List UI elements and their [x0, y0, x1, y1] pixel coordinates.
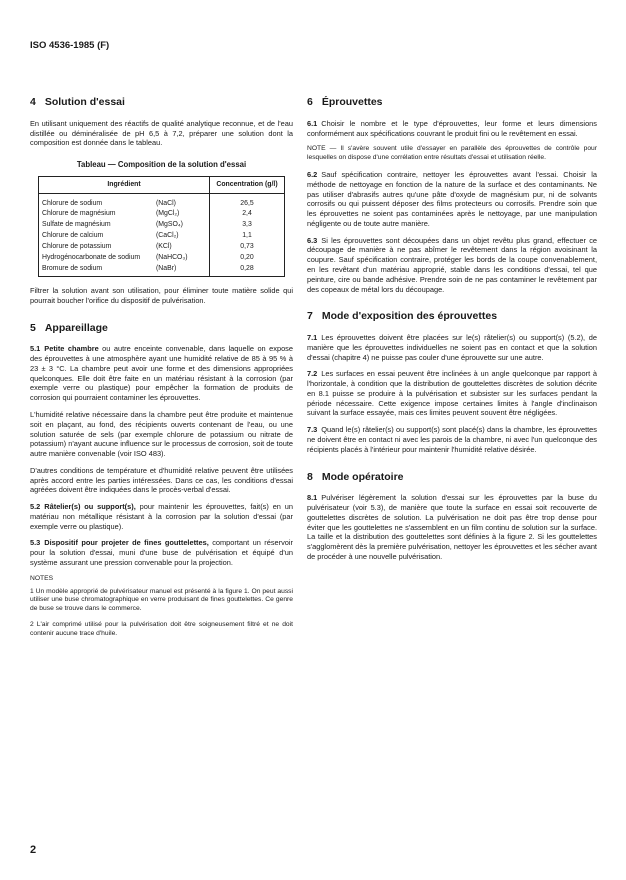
clause-6-1-number: 6.1: [307, 118, 318, 128]
section-6-title: Éprouvettes: [321, 96, 383, 108]
left-column: [30, 96, 293, 652]
clause-5-1-lead: Petite chambre: [44, 344, 99, 354]
clause-7-1-text: Les éprouvettes doivent être placées sur le(s) râtelier(s) ou support(s) (5.2), de manière que les éprouvettes individuelles ne soient pas en contact et que la solution d'essai (chapitre 4) ne puisse pas couler d'une éprouvette sur une autre.: [307, 333, 597, 362]
ingredient-name: Chlorure de magnésium: [42, 210, 116, 218]
section-5-heading: [30, 322, 293, 336]
clause-6-1-text: Choisir le nombre et le type d'éprouvettes, leur forme et leurs dimensions conformément aux spécifications couvrant le produit fini ou le revêtement en essai.: [307, 118, 597, 138]
section-4-intro: En utilisant uniquement des réactifs de qualité analytique reconnue, et de l'eau distillée ou déminéralisée de pH 6,5 à 7,2, préparer une solution dont la composition est donnée dans le tableau.: [30, 118, 293, 148]
ingredient-name: Chlorure de sodium: [42, 199, 103, 207]
table-header-ingredient: Ingrédient: [39, 177, 210, 193]
section-5: [30, 322, 293, 639]
ingredient-concentration: 3,3: [242, 221, 252, 229]
section-4-title: Solution d'essai: [44, 96, 125, 108]
ingredient-concentration: 0,28: [240, 264, 254, 272]
section-4-number: 4: [30, 96, 36, 108]
ingredient-concentration: 0,20: [240, 254, 254, 261]
section-4: [30, 96, 293, 306]
page-number: 2: [30, 844, 37, 856]
table-caption: Tableau — Composition de la solution d'essai: [76, 160, 247, 170]
clause-6-3-text: Si les éprouvettes sont découpées dans un objet revêtu plus grand, effectuer ce découpage de manière à ne pas abîmer le revêtement dans la région avoisinant la coupure. Sauf spécification contraire, protéger les bords de la coupe convenablement, en les revêtant d'un matériau approprié, stable dans les conditions d'essai, tel que peinture, cire ou bande adhésive. Prendre soin de ne pas contaminer le revêtement par des copeaux de métal lors du découpage.: [307, 235, 597, 294]
clause-5-1: [30, 344, 293, 403]
clause-8-1-text: Pulvériser légèrement la solution d'essai sur les éprouvettes par la buse du pulvérisateur (voir 5.3), de manière que toute la surface en essai soit recouverte de gouttelettes discrètes de solution. La pulvérisation ne doit pas être trop dense pour éviter que les gouttelettes ne s'assemblent en un film continu de solution sur la surface. La taille et la distribution des gouttelettes sont définies à la figure 2. Si les gouttelettes s'agglomèrent dès la première pulvérisation, nettoyer les éprouvettes et les sécher avant de procéder à une nouvelle pulvérisation.: [307, 493, 597, 561]
section-8-number: 8: [307, 470, 313, 483]
table-row: [39, 193, 284, 209]
clause-7-2-text: Les surfaces en essai peuvent être inclinées à un angle quelconque par rapport à l'horizontale, à condition que la distribution de gouttelettes discrètes de solution décrite en 8.1 puisse se produire à la pulvérisation et subsister sur les surfaces pendant la période nécessaire. Cette exigence impose certaines limites à l'angle d'inclinaison suivant la surface essayée, mais ces limites peuvent souvent être négligées.: [307, 369, 597, 418]
ingredient-formula: (MgSO₄): [153, 219, 210, 230]
clause-7-3-text: Quand le(s) râtelier(s) ou support(s) sont placé(s) dans la chambre, les éprouvettes ne doivent être en contact ni avec les parois de la chambre, ni avec l'un quelconque des récipients placés à l'intérieur pour maintenir l'humidité relative désirée.: [307, 425, 597, 454]
right-column: [307, 96, 597, 575]
clause-7-2-number: 7.2: [307, 369, 318, 379]
clause-5-1-number: 5.1: [30, 344, 41, 354]
clause-7-1-number: 7.1: [307, 333, 318, 343]
ingredient-concentration: 26,5: [240, 199, 254, 207]
table-row: [39, 263, 284, 276]
clause-6-2-number: 6.2: [307, 170, 318, 180]
clause-5-3: [30, 538, 293, 567]
clause-6-2-text: Sauf spécification contraire, nettoyer les éprouvettes avant l'essai. Choisir la méthode de nettoyage en fonction de la nature de la surface et des contaminants. Ne pas utiliser d'abrasifs autres qu'une pâte d'oxyde de magnésium pur, ni de solvants corrosifs ou qui puissent déposer des films protecteurs ou corrosifs. Prendre soin que les éprouvettes ne soient pas contaminées après le nettoyage, par une manipulation négligente ou de toute autre manière.: [307, 170, 597, 228]
humidity-paragraph: L'humidité relative nécessaire dans la chambre peut être produite et maintenue soit en plaçant, au fond, des récipients ouverts contenant de l'eau, ou une solution saturée de sels (par exemple chlorure de potassium ou nitrate de potassium) n'ayant aucune influence sur le processus de corrosion, soit de toute autre manière convenable (voir ISO 483).: [30, 409, 293, 459]
clause-5-3-number: 5.3: [30, 538, 41, 548]
clause-7-1: [307, 333, 597, 362]
ingredient-name: Chlorure de calcium: [42, 232, 104, 240]
clause-5-2: [30, 502, 293, 531]
section-8: [307, 471, 597, 562]
note-1: 1 Un modèle approprié de pulvérisateur manuel est présenté à la figure 1. On peut aussi utiliser une buse chromatographique en verre produisant de fines gouttelettes. Ce genre de buse se trouve dans le commerce.: [30, 587, 293, 613]
ingredient-formula: (NaCl): [153, 193, 210, 209]
ingredient-concentration: 0,73: [240, 243, 254, 251]
table-row: [39, 209, 284, 220]
ingredient-formula: (NaBr): [153, 263, 210, 276]
ingredient-formula: (MgCl₂): [153, 209, 210, 220]
section-4-heading: [30, 96, 293, 110]
clause-6-1: [307, 119, 597, 139]
section-6-note: NOTE — Il s'avère souvent utile d'essayer en parallèle des éprouvettes de contrôle pour lesquelles on dispose d'une corrélation entre résultats d'essai et utilisation réelle.: [307, 145, 597, 162]
section-7-number: 7: [307, 310, 313, 323]
section-5-number: 5: [30, 321, 36, 334]
section-6-heading: [307, 96, 597, 110]
section-5-title: Appareillage: [44, 321, 108, 334]
section-6-number: 6: [307, 96, 313, 108]
ingredient-concentration: 2,4: [242, 210, 252, 218]
clause-6-2: [307, 170, 597, 229]
clause-5-3-text: comportant un réservoir pour la solution d'essai, muni d'une buse de pulvérisation et équipé d'un système assurant une pression convenable pour la projection.: [30, 538, 293, 567]
ingredient-name: Hydrogénocarbonate de sodium: [42, 254, 141, 261]
clause-5-2-number: 5.2: [30, 502, 41, 512]
ingredient-concentration: 1,1: [242, 232, 252, 240]
table-header-concentration: Concentration (g/l): [210, 177, 285, 193]
section-7-title: Mode d'exposition des éprouvettes: [321, 310, 498, 323]
table-row: [39, 241, 284, 252]
clause-5-2-lead: Râtelier(s) ou support(s),: [44, 502, 136, 512]
notes-title: NOTES: [30, 574, 54, 582]
ingredient-name: Sulfate de magnésium: [42, 221, 111, 229]
section-7: [307, 310, 597, 454]
clause-5-1-text: ou autre enceinte convenable, dans laquelle on expose des éprouvettes à une atmosphère ayant une humidité relative de 85 à 95 % à 23 ± 3 °C. La chambre peut avoir une forme et des dimensions appropriées quelconques. Elle doit être faite en un matériau résistant à la corrosion (par exemple verre ou plastique) pour empêcher la formation de produits de corrosion qui pourraient contaminer les éprouvettes.: [30, 344, 293, 403]
clause-5-2-text: pour maintenir les éprouvettes, fait(s) en un matériau non métallique résistant à la corrosion par la solution d'essai (par exemple verre ou plastique).: [30, 502, 293, 531]
section-4-filter-paragraph: Filtrer la solution avant son utilisation, pour éliminer toute matière solide qui pourrait boucher l'orifice du dispositif de pulvérisation.: [30, 286, 293, 305]
note-2: 2 L'air comprimé utilisé pour la pulvérisation doit être soigneusement filtré et ne doit contenir aucune trace d'huile.: [30, 621, 293, 637]
clause-6-3-number: 6.3: [307, 235, 318, 245]
clause-7-3-number: 7.3: [307, 425, 318, 435]
section-6: [307, 96, 597, 294]
section-8-heading: [307, 471, 597, 485]
composition-table: [38, 176, 285, 277]
ingredient-formula: (CaCl₂): [153, 230, 210, 241]
table-row: [39, 230, 284, 241]
document-header: ISO 4536-1985 (F): [30, 40, 110, 51]
ingredient-name: Chlorure de potassium: [42, 243, 112, 251]
clause-7-2: [307, 369, 597, 418]
ingredient-name: Bromure de sodium: [42, 264, 103, 272]
clause-5-3-lead: Dispositif pour projeter de fines gouttelettes,: [44, 538, 209, 548]
clause-8-1: [307, 493, 597, 561]
table-row: [39, 252, 284, 263]
section-7-heading: [307, 310, 597, 324]
table-row: [39, 219, 284, 230]
clause-7-3: [307, 425, 597, 454]
clause-8-1-number: 8.1: [307, 493, 318, 503]
clause-6-3: [307, 236, 597, 295]
section-8-title: Mode opératoire: [321, 470, 404, 483]
ingredient-formula: (KCl): [153, 241, 210, 252]
other-conditions-paragraph: D'autres conditions de température et d'humidité relative peuvent être utilisées après accord entre les parties intéressées. Dans ce cas, les conditions d'essai agréées doivent être indiquées dans le procès-verbal d'essai.: [30, 465, 293, 495]
ingredient-formula: (NaHCO₃): [153, 252, 210, 263]
